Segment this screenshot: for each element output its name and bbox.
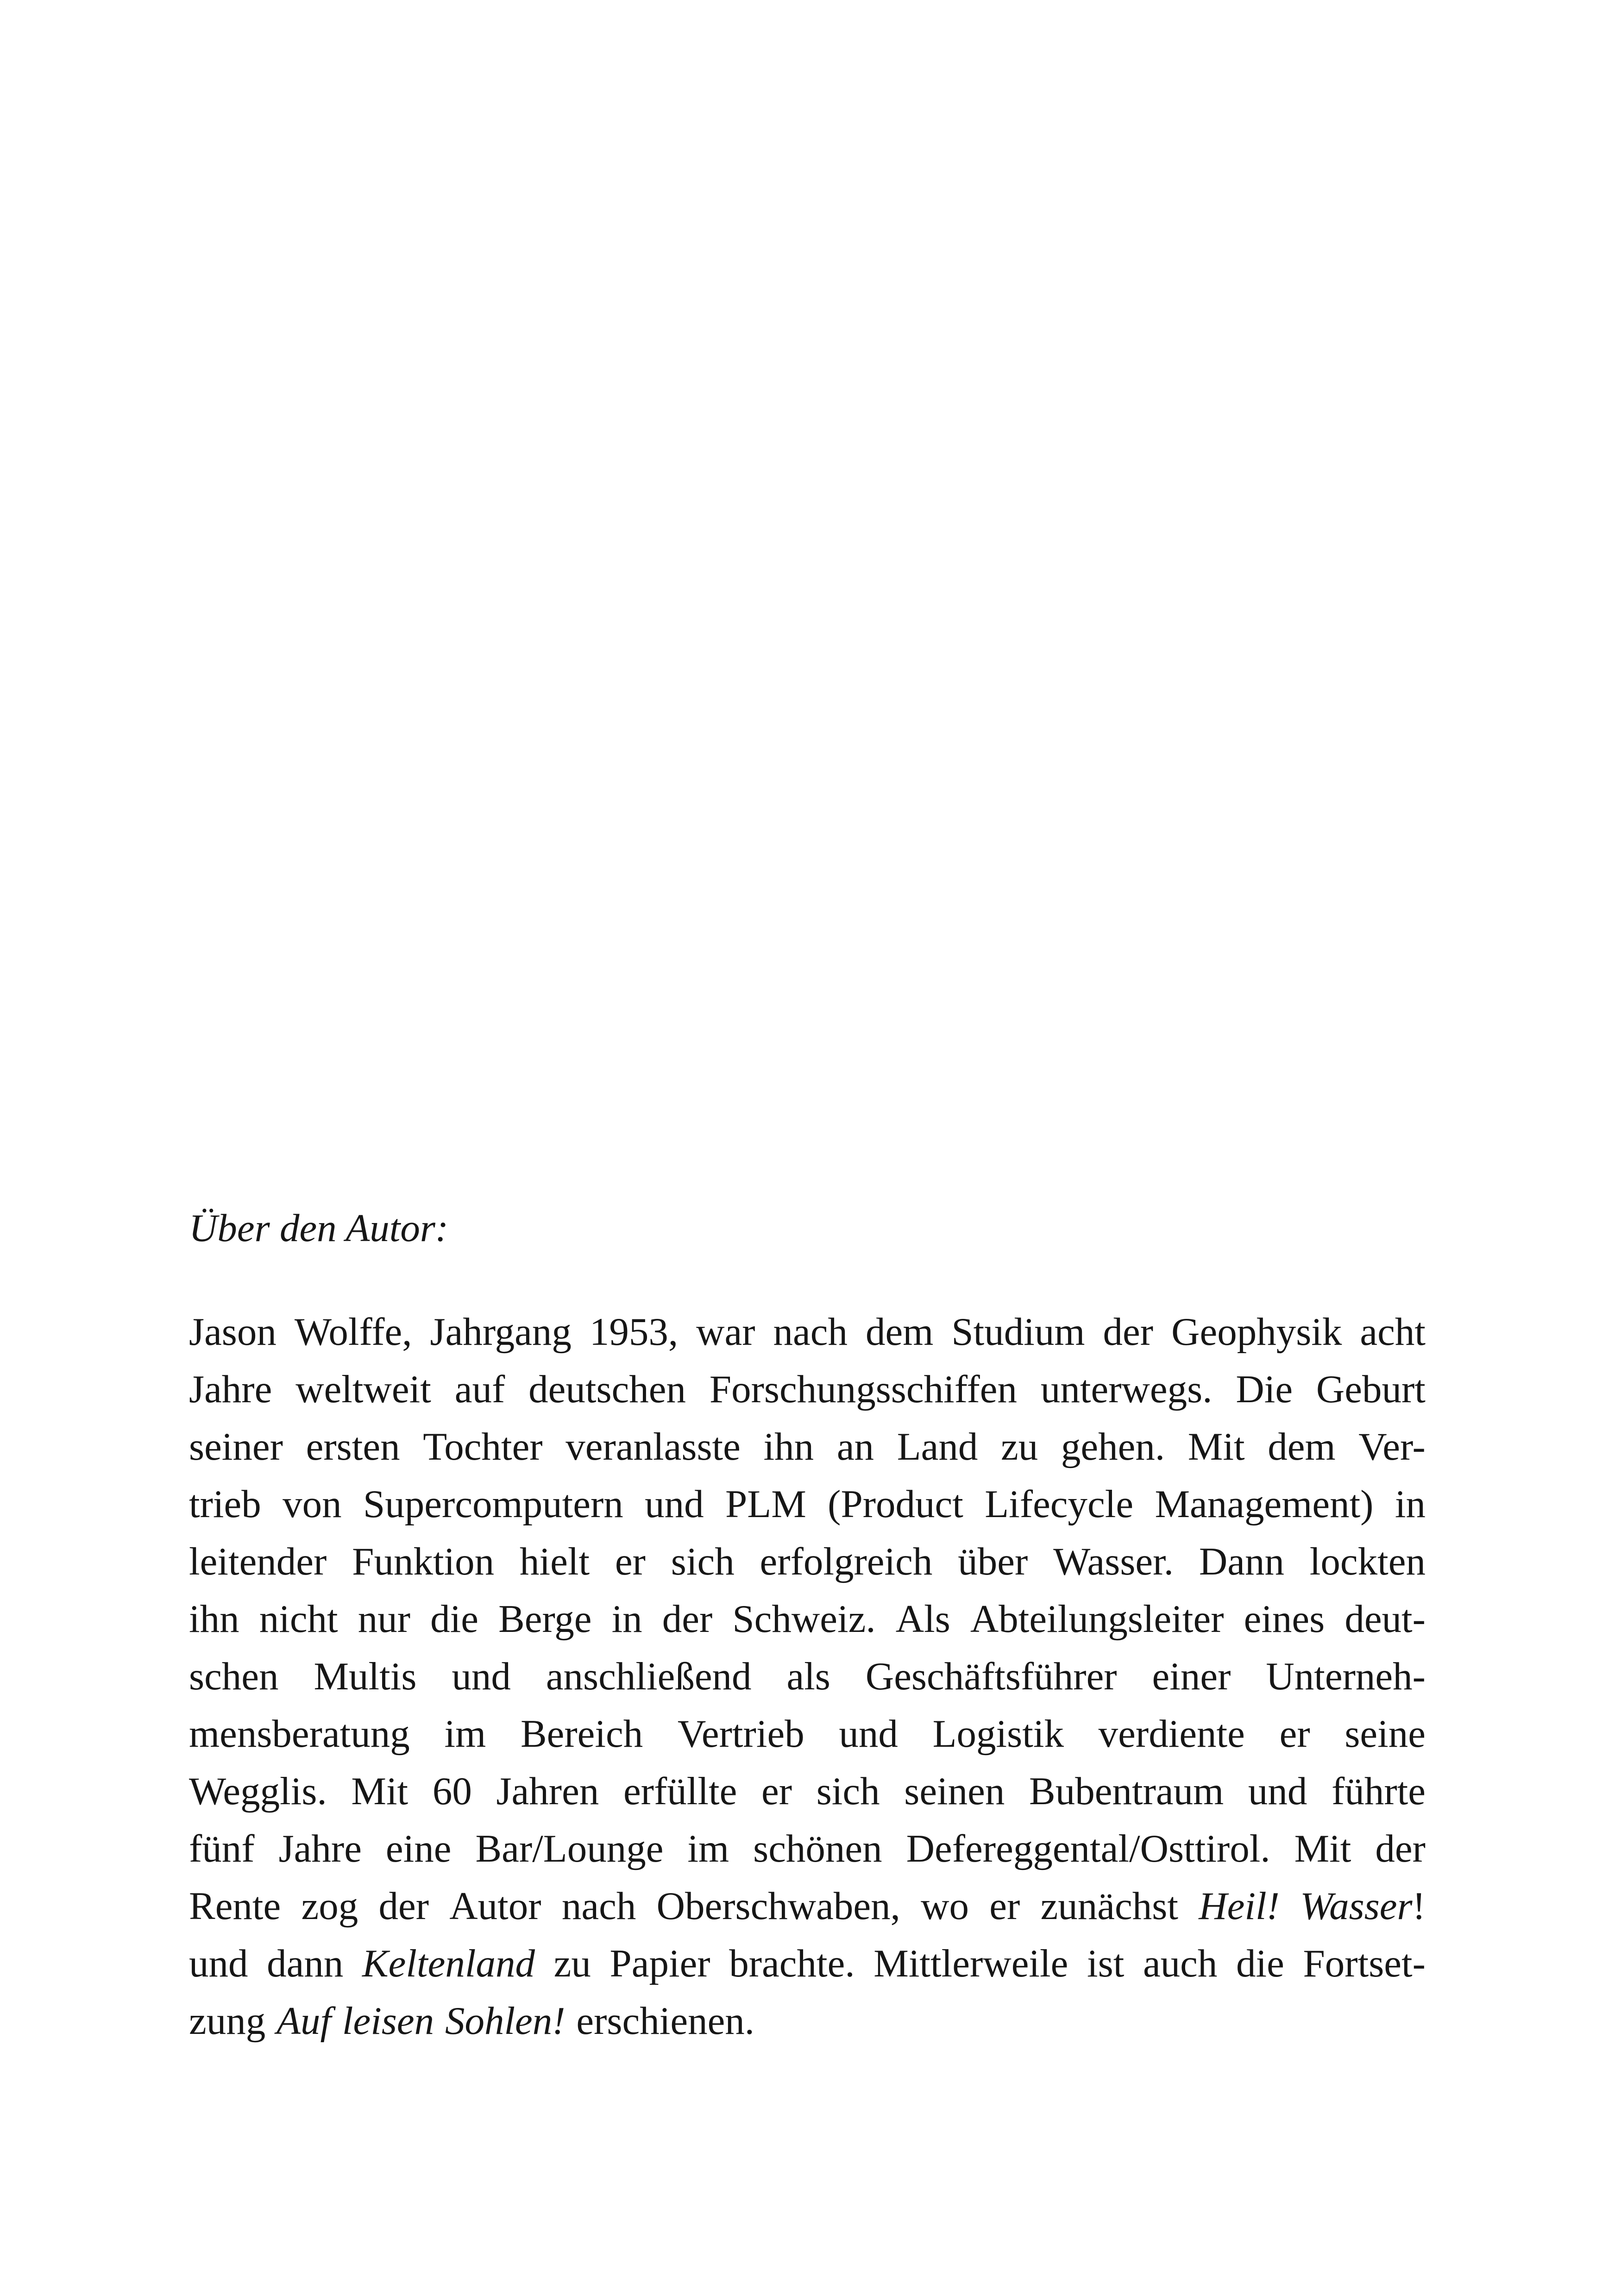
bio-line [189, 1877, 1426, 1935]
bio-word: der [378, 1884, 429, 1928]
bio-word: Land [897, 1425, 978, 1468]
bio-word: der [1375, 1827, 1426, 1870]
bio-word: Lifecycle [985, 1482, 1134, 1526]
bio-word: die [430, 1597, 478, 1641]
bio-word: der [1103, 1310, 1154, 1354]
bio-word: Geschäftsführer [865, 1655, 1117, 1698]
bio-word: ihn [189, 1597, 239, 1641]
bio-word: und [839, 1712, 898, 1756]
bio-word: in [1395, 1482, 1426, 1526]
bio-word: Mit [351, 1769, 408, 1813]
bio-word: Geburt [1316, 1368, 1426, 1411]
bio-word: und [1248, 1769, 1307, 1813]
bio-line [189, 1992, 1426, 2050]
bio-word: auch [1143, 1942, 1218, 1985]
bio-word: verdiente [1098, 1712, 1245, 1756]
bio-word: wo [921, 1884, 969, 1928]
about-author-section [189, 1199, 1426, 2050]
bio-word: veranlasste [565, 1425, 741, 1468]
bio-word: Die [1236, 1368, 1293, 1411]
bio-word: schönen [753, 1827, 882, 1870]
bio-word: dem [1268, 1425, 1336, 1468]
bio-word: Geophysik [1171, 1310, 1342, 1354]
bio-line [189, 1820, 1426, 1877]
bio-word: Abteilungsleiter [970, 1597, 1224, 1641]
section-heading: Über den Autor: [189, 1206, 449, 1250]
bio-word: erfüllte [623, 1769, 737, 1813]
bio-line [189, 1303, 1426, 1361]
bio-word: von [283, 1482, 342, 1526]
bio-word: schen [189, 1655, 279, 1698]
bio-word: Berge [498, 1597, 592, 1641]
bio-word: (Product [828, 1482, 963, 1526]
bio-word: Rente [189, 1884, 281, 1928]
bio-word: er [989, 1884, 1020, 1928]
bio-word: PLM [725, 1482, 806, 1526]
bio-word: Jahre [189, 1368, 272, 1411]
bio-word: Logistik [932, 1712, 1064, 1756]
bio-word: Ver- [1358, 1425, 1426, 1468]
bio-word: 60 [432, 1769, 472, 1813]
bio-word: Bubentraum [1029, 1769, 1224, 1813]
bio-word: seinen [904, 1769, 1005, 1813]
bio-word: Keltenland [362, 1942, 535, 1985]
bio-word: brachte. [729, 1942, 855, 1985]
bio-word: gehen. [1061, 1425, 1165, 1468]
bio-word: Defereggental/Osttirol. [906, 1827, 1270, 1870]
bio-word: Mit [1187, 1425, 1245, 1468]
bio-word: auf [454, 1368, 505, 1411]
bio-word: sich [816, 1769, 880, 1813]
bio-word: deutschen [528, 1368, 686, 1411]
bio-word: ersten [306, 1425, 400, 1468]
bio-word: Als [895, 1597, 950, 1641]
bio-word: erfolgreich [760, 1540, 933, 1583]
bio-word: Bereich [520, 1712, 643, 1756]
bio-word: seiner [189, 1425, 283, 1468]
bio-word: seine [1345, 1712, 1426, 1756]
bio-word: Auf [276, 1999, 332, 2043]
bio-word: Jahre [278, 1827, 362, 1870]
bio-word: anschließend [546, 1655, 752, 1698]
bio-word: Fortset- [1303, 1942, 1426, 1985]
bio-word: zu [553, 1942, 591, 1985]
bio-word: war [696, 1310, 755, 1354]
bio-word: nicht [259, 1597, 338, 1641]
bio-word: 1953, [589, 1310, 679, 1354]
bio-word: Wasser! [1300, 1884, 1426, 1928]
bio-word: leisen [342, 1999, 434, 2043]
bio-word: nach [773, 1310, 848, 1354]
bio-word: hielt [520, 1540, 590, 1583]
bio-word: lockten [1309, 1540, 1426, 1583]
bio-word: Wegglis. [189, 1769, 327, 1813]
bio-word: der [662, 1597, 713, 1641]
bio-word: ihn [763, 1425, 814, 1468]
bio-word: leitender [189, 1540, 327, 1583]
bio-word: die [1236, 1942, 1284, 1985]
bio-word: fünf [189, 1827, 255, 1870]
bio-word: führte [1332, 1769, 1426, 1813]
bio-word: Mit [1294, 1827, 1351, 1870]
bio-word: Studium [951, 1310, 1085, 1354]
bio-line [189, 1648, 1426, 1705]
bio-word: nach [561, 1884, 636, 1928]
bio-word: Forschungsschiffen [709, 1368, 1018, 1411]
bio-word: er [761, 1769, 792, 1813]
bio-word: im [687, 1827, 729, 1870]
bio-word: Jahrgang [430, 1310, 572, 1354]
bio-line [189, 1590, 1426, 1648]
bio-word: Jason [189, 1310, 276, 1354]
bio-word: zu [1001, 1425, 1038, 1468]
bio-word: mensberatung [189, 1712, 410, 1756]
bio-word: erschienen. [576, 1999, 755, 2043]
bio-word: Wolffe, [294, 1310, 412, 1354]
bio-word: zunächst [1040, 1884, 1178, 1928]
bio-line [189, 1763, 1426, 1820]
bio-word: Tochter [423, 1425, 543, 1468]
bio-word: Funktion [352, 1540, 495, 1583]
bio-line [189, 1361, 1426, 1418]
bio-word: an [836, 1425, 874, 1468]
bio-word: eine [385, 1827, 452, 1870]
bio-word: Heil! [1199, 1884, 1280, 1928]
bio-word: zog [301, 1884, 358, 1928]
bio-word: und [452, 1655, 511, 1698]
bio-word: Autor [449, 1884, 541, 1928]
bio-word: Papier [609, 1942, 710, 1985]
bio-word: weltweit [295, 1368, 431, 1411]
bio-word: er [1279, 1712, 1310, 1756]
bio-word: Management) [1155, 1482, 1374, 1526]
bio-word: als [786, 1655, 830, 1698]
bio-word: Multis [314, 1655, 417, 1698]
bio-line [189, 1705, 1426, 1763]
bio-word: Supercomputern [363, 1482, 623, 1526]
bio-word: er [615, 1540, 646, 1583]
bio-word: nur [358, 1597, 411, 1641]
bio-word: Mittlerweile [873, 1942, 1068, 1985]
bio-word: Unterneh- [1266, 1655, 1426, 1698]
bio-word: Vertrieb [677, 1712, 804, 1756]
bio-line [189, 1533, 1426, 1590]
bio-word: Wasser. [1053, 1540, 1174, 1583]
bio-word: Oberschwaben, [656, 1884, 900, 1928]
bio-word: deut- [1345, 1597, 1426, 1641]
bio-word: und [189, 1942, 248, 1985]
bio-word: eines [1244, 1597, 1325, 1641]
bio-word: Schweiz. [732, 1597, 876, 1641]
bio-word: ist [1087, 1942, 1125, 1985]
bio-word: dem [866, 1310, 934, 1354]
bio-word: über [958, 1540, 1028, 1583]
bio-word: Jahren [496, 1769, 599, 1813]
bio-word: im [444, 1712, 486, 1756]
author-biography [189, 1303, 1426, 2050]
bio-word: Dann [1199, 1540, 1284, 1583]
bio-word: zung [189, 1999, 266, 2043]
bio-word: Sohlen! [445, 1999, 565, 2043]
bio-word: trieb [189, 1482, 261, 1526]
bio-line [189, 1475, 1426, 1533]
bio-line [189, 1935, 1426, 1992]
bio-word: sich [671, 1540, 735, 1583]
bio-word: einer [1152, 1655, 1231, 1698]
bio-word: in [611, 1597, 642, 1641]
bio-word: Bar/Lounge [475, 1827, 664, 1870]
bio-word: unterwegs. [1040, 1368, 1213, 1411]
bio-word: acht [1360, 1310, 1426, 1354]
bio-word: dann [267, 1942, 344, 1985]
bio-word: und [645, 1482, 704, 1526]
bio-line [189, 1418, 1426, 1475]
